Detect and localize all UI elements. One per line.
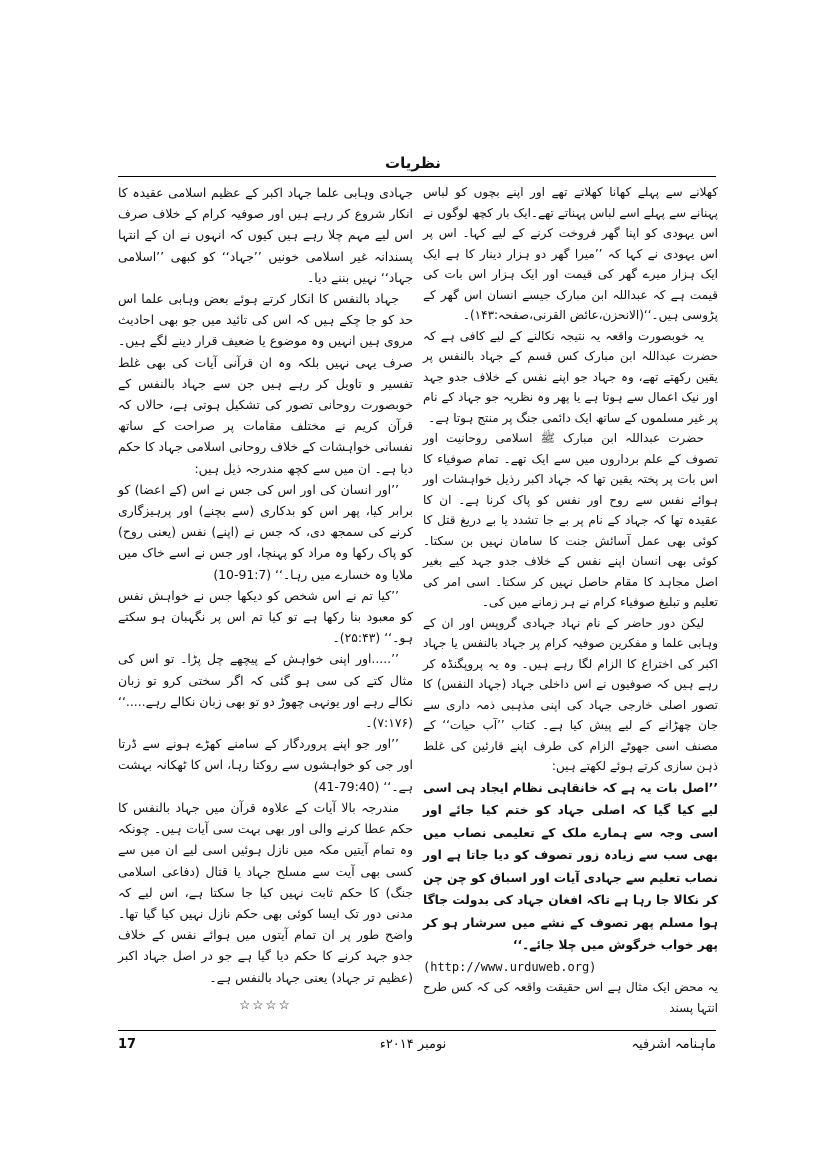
header-rule xyxy=(118,176,716,177)
paragraph: جہادی وہابی علما جہاد اکبر کے عظیم اسلامی عقیدہ کا انکار شروع کر رہے ہیں اور صوفیہ کرام کے خلاف صرف اس لیے مہم چلا رہے ہیں کیوں کہ انہوں نے ان کے انتہا پسندانہ غیر اسلامی خونیں ’’جہاد‘‘ کو کبھی ’’اسلامی جہاد‘‘ نہیں بننے دیا۔ xyxy=(118,185,413,285)
magazine-name: ماہنامہ اشرفیہ xyxy=(631,1037,716,1052)
paragraph: ’’اور جو اپنے پروردگار کے سامنے کھڑے ہونے سے ڈرتا اور جی کو خواہشوں سے روکتا رہا، اس کا ٹھکانہ بہشت ہے۔‘‘ (79:40-41) xyxy=(118,736,413,794)
paragraph: ’’اصل بات یہ ہے کہ خانقاہی نظام ایجاد ہی اسی لیے کیا گیا کہ اصلی جہاد کو ختم کیا جائے اور اسی وجہ سے ہمارے ملک کے تعلیمی نصاب میں بھی سب سے زیادہ زور تصوف کو دیا جاتا ہے اور نصاب تعلیم سے جہادی آیات اور اسباق کو چن چن کر نکالا جا رہا ہے تاکہ افغان جہاد کی بدولت جاگا ہوا مسلم پھر تصوف کے نشے میں سرشار ہو کر پھر خواب خرگوش میں چلا جائے۔‘‘ xyxy=(423,780,718,952)
paragraph: ’’اور انسان کی اور اس کی جس نے اس (کے اعضا) کو برابر کیا، پھر اس کو بدکاری (سے بچنے) اور پرہیزگاری کرنے کی سمجھ دی، کہ جس نے (اپنے) نفس (یعنی روح) کو پاک رکھا وہ مراد کو پہنچا، اور جس نے اسے خاک میں ملایا وہ خسارے میں رہا۔‘‘ (91:7-10) xyxy=(118,481,413,582)
source-url: (http://www.urduweb.org) xyxy=(423,959,597,974)
paragraph: مندرجہ بالا آیات کے علاوہ قرآن میں جہاد بالنفس کا حکم عطا کرنے والی اور بھی بہت سی آیات ہیں۔ چونکہ وہ تمام آیتیں مکہ میں نازل ہوئیں اسی لیے ان میں سے کسی بھی آیت سے مسلح جہاد یا قتال (دفاعی اسلامی جنگ) کا حکم ثابت نہیں کیا جا سکتا ہے، اس لیے کہ مدنی دور تک ایسا کوئی بھی حکم نازل نہیں کیا گیا تھا۔ واضح طور پر ان تمام آیتوں میں ہوائے نفس کے خلاف جدو جہد کرنے کا حکم دیا گیا ہے جو در اصل جہاد اکبر (عظیم تر جہاد) یعنی جہاد بالنفس ہے۔ xyxy=(118,799,413,985)
paragraph: ’’کیا تم نے اس شخص کو دیکھا جس نے خواہش نفس کو معبود بنا رکھا ہے تو کیا تم اس پر نگہبان ہو سکتے ہو۔‘‘ (۲۵:۴۳)۔ xyxy=(118,587,413,646)
footer-rule xyxy=(118,1030,716,1031)
end-ornament: ☆☆☆☆ xyxy=(239,996,292,1012)
page-number: 17 xyxy=(118,1037,137,1052)
right-column xyxy=(423,182,718,1018)
paragraph: کھلانے سے پہلے کھانا کھلاتے تھے اور اپنے بچوں کو لباس پہنانے سے پہلے اسے لباس پہناتے تھے۔ایک بار کچھ لوگوں نے اس یہودی کو اپنا گھر فروخت کرنے کے لیے کہا۔ اس پر اس یہودی نے کہا کہ ’’میرا گھر دو ہزار دینار کا ہے ایک ایک ہزار میرے گھر کی قیمت اور ایک ہزار اس بات کی قیمت ہے کہ عبداللہ ابن مبارک جیسے انسان اس گھر کے پڑوسی ہیں۔‘‘(الانحزن،عائض القرنی،صفحہ:۱۴۳)۔ xyxy=(423,185,718,322)
page-header-title: نظریات xyxy=(385,154,441,172)
left-column xyxy=(118,182,413,1015)
paragraph: ’’.....اور اپنی خواہش کے پیچھے چل پڑا۔ تو اس کی مثال کتے کی سی ہو گئی کہ اگر سختی کرو تو زبان نکالے رہے اور یونہی چھوڑ دو تو بھی زبان نکالے رہے.....‘‘ (۷:۱۷۶)۔ xyxy=(118,651,413,731)
paragraph: جہاد بالنفس کا انکار کرتے ہوئے بعض وہابی علما اس حد کو جا چکے ہیں کہ اس کی تائید میں جو بھی احادیث مروی ہیں انہیں وہ موضوع یا ضعیف قرار دینے لگے ہیں۔ صرف یہی نہیں بلکہ وہ ان قرآنی آیات کی بھی غلط تفسیر و تاویل کر رہے ہیں جن سے جہاد بالنفس کے خوبصورت روحانی تصور کی تشکیل ہوتی ہے، حالاں کہ قرآن کریم نے مختلف مقامات پر صراحت کے ساتھ نفسانی خواہشات کے خلاف روحانی اسلامی جہاد کا حکم دیا ہے۔ ان میں سے کچھ مندرجہ ذیل ہیں: xyxy=(118,291,413,476)
paragraph: یہ محض ایک مثال ہے اس حقیقت واقعہ کی کہ کس طرح انتہا پسند xyxy=(423,980,718,1015)
paragraph: لیکن دور حاضر کے نام نہاد جہادی گروپس اور ان کے وہابی علما و مفکرین صوفیہ کرام پر جہاد بالنفس یا جہاد اکبر کی اختراع کا الزام لگا رہے ہیں۔ وہ یہ پروپگنڈہ کر رہے ہیں کہ صوفیوں نے اس داخلی جہاد (جہاد النفس) کا تصور اصلی خارجی جہاد کی اپنی مذہبی ذمہ داری سے جان چھڑانے کے لیے پیش کیا ہے۔ کتاب ’’آب حیات‘‘ کے مصنف اسی جھوٹے الزام کی طرف اپنے قارئین کی غلط ذہن سازی کرتے ہوئے لکھتے ہیں: xyxy=(423,615,718,773)
paragraph: حضرت عبداللہ ابن مبارک ﷺ اسلامی روحانیت اور تصوف کے علم برداروں میں سے ایک تھے۔ تمام صوفیاء کا اس بات پر پختہ یقین تھا کہ جہاد اکبر رذیل خواہشات اور ہوائے نفس سے روح اور نفس کو پاک کرنا ہے۔ ان کا عقیدہ تھا کہ جہاد کے نام پر بے جا تشدد یا بے دریغ قتل کا کوئی بھی عمل آسائش جنت کا سامان نہیں بن سکتا۔ کوئی بھی انسان اپنے نفس کے خلاف جدو جہد کیے بغیر اصل مجاہد کا مقام حاصل نہیں کر سکتا۔ اسی امر کی تعلیم و تبلیغ صوفیاء کرام نے ہر زمانے میں کی۔ xyxy=(423,431,718,609)
paragraph: یہ خوبصورت واقعہ یہ نتیجہ نکالنے کے لیے کافی ہے کہ حضرت عبداللہ ابن مبارک کس قسم کے جہاد بالنفس پر یقین رکھتے تھے، وہ جہاد جو اپنے نفس کے خلاف جدو جہد اور نیک اعمال سے ہوتا ہے یا پھر وہ نظریہ جو جہاد کے نام پر غیر مسلموں کے ساتھ ایک دائمی جنگ پر منتج ہوتا ہے۔ xyxy=(423,328,718,425)
issue-date: نومبر ۲۰۱۴ء xyxy=(379,1037,447,1052)
